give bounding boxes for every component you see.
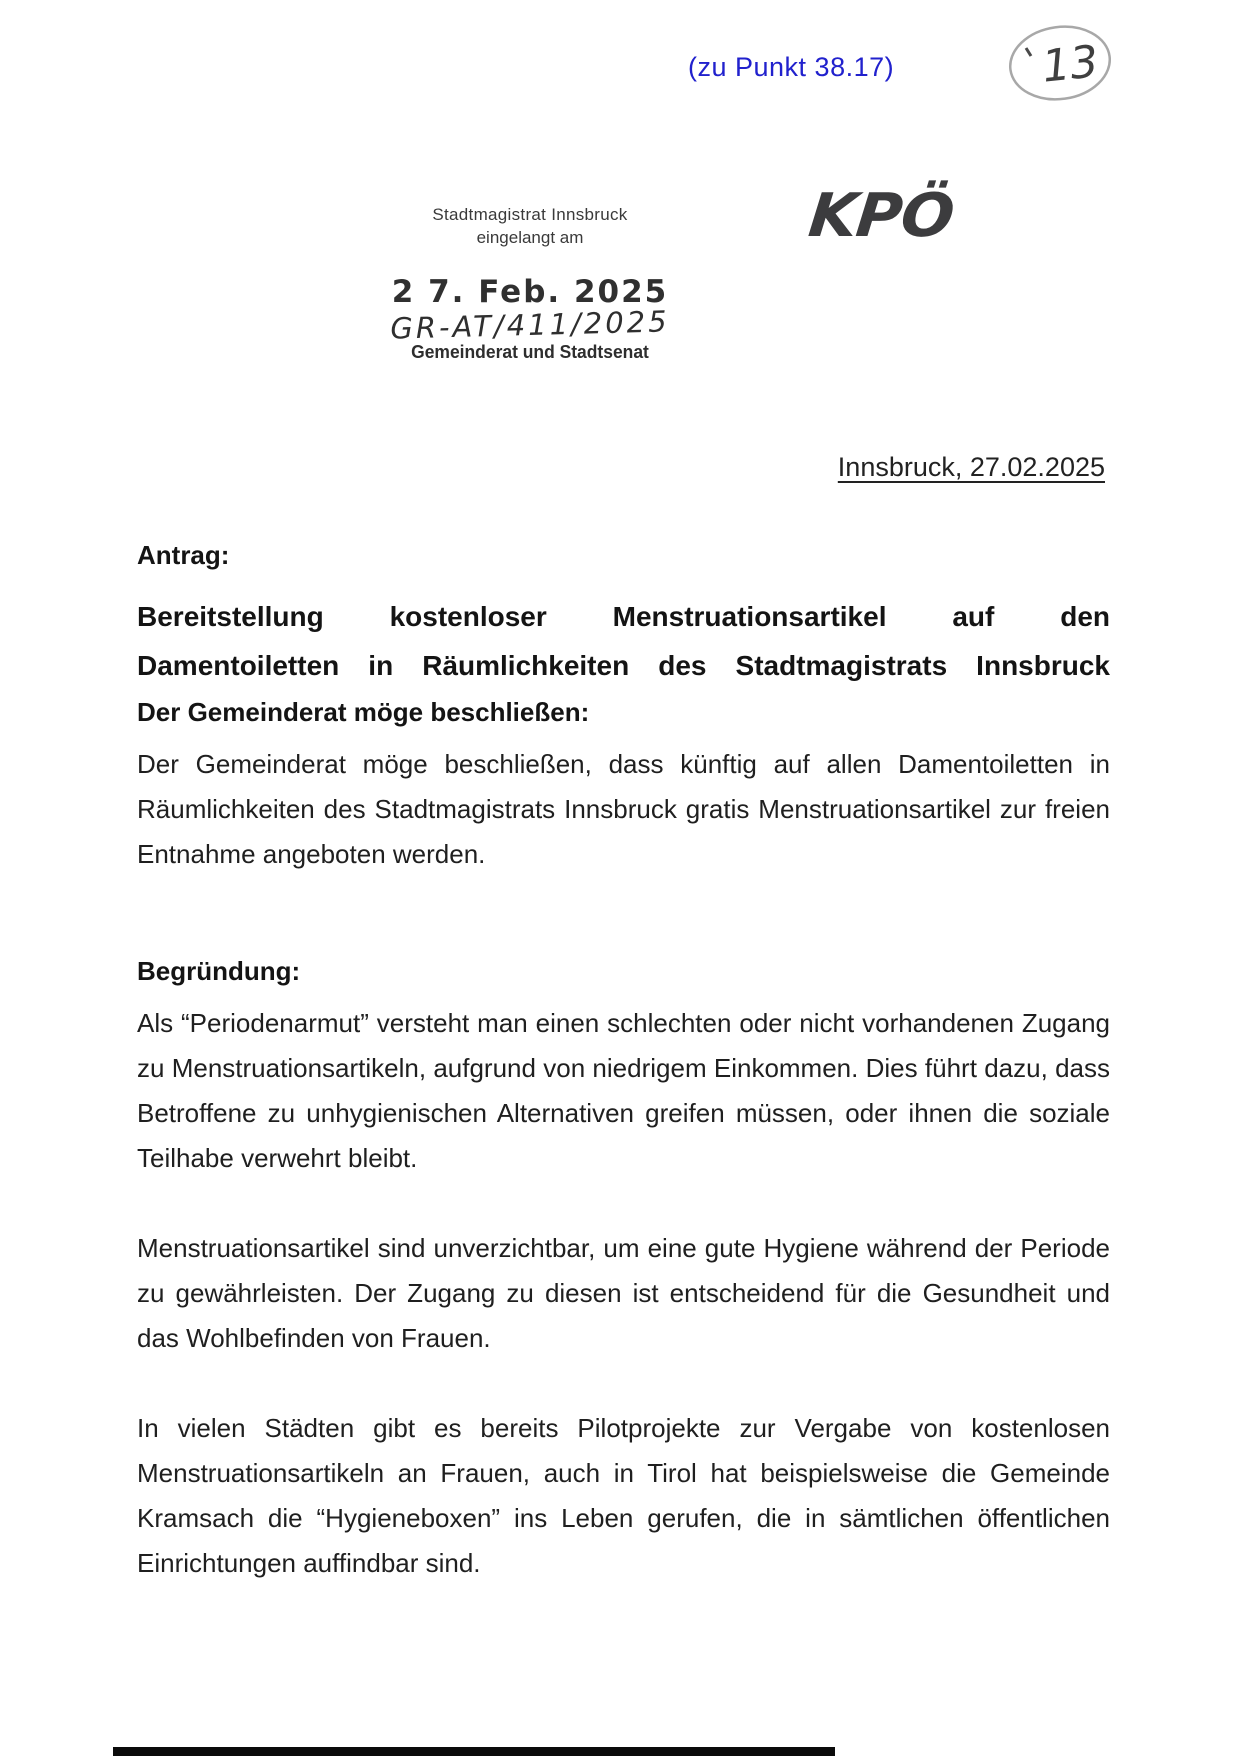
motion-title-line2: Damentoiletten in Räumlichkeiten des Stadtmagistrats Innsbruck bbox=[137, 650, 1110, 681]
stamp-received-label: eingelangt am bbox=[476, 228, 584, 247]
kpoe-logo: KPÖ bbox=[805, 181, 957, 251]
circled-number-graphic bbox=[1000, 18, 1120, 113]
place-date-line: Innsbruck, 27.02.2025 bbox=[837, 452, 1105, 482]
resolution-heading: Der Gemeinderat möge beschließen: bbox=[137, 697, 590, 727]
antrag-label: Antrag: bbox=[137, 540, 230, 570]
motion-title bbox=[137, 592, 1110, 690]
stamp-department: Gemeinderat und Stadtsenat bbox=[411, 342, 649, 362]
stamp-date: 2 7. Feb. 2025 bbox=[391, 274, 669, 310]
scan-artifact-strip bbox=[113, 1747, 835, 1756]
stamp-org: Stadtmagistrat Innsbruck bbox=[432, 205, 628, 224]
begruendung-paragraph-1: Als “Periodenarmut” versteht man einen schlechten oder nicht vorhandenen Zugang zu Menstruationsartikeln, aufgrund von niedrigem Einkommen. Dies führt dazu, dass Betroffene zu unhygienischen Alternativen greifen müssen, oder ihnen die soziale Teilhabe verwehrt bleibt. bbox=[137, 1008, 1110, 1173]
page-number-text: 13 bbox=[1039, 36, 1101, 93]
entry-stamp bbox=[380, 205, 680, 363]
begruendung-paragraph-3: In vielen Städten gibt es bereits Pilotprojekte zur Vergabe von kostenlosen Menstruationsartikeln an Frauen, auch in Tirol hat beispielsweise die Gemeinde Kramsach die “Hygieneboxen” ins Leben gerufen, die in sämtlichen öffentlichen Einrichtungen auffindbar sind. bbox=[137, 1413, 1110, 1578]
begruendung-paragraph-2: Menstruationsartikel sind unverzichtbar, um eine gute Hygiene während der Periode zu gewährleisten. Der Zugang zu diesen ist entscheidend für die Gesundheit und das Wohlbefinden von Frauen. bbox=[137, 1233, 1110, 1353]
motion-title-line1: Bereitstellung kostenloser Menstruationsartikel auf den bbox=[137, 601, 1110, 632]
agenda-reference-note: (zu Punkt 38.17) bbox=[688, 52, 895, 82]
handwritten-page-number bbox=[1000, 18, 1120, 113]
begruendung-heading: Begründung: bbox=[137, 956, 301, 986]
stamp-handwritten-reference: GR-AT/411/2025 bbox=[389, 304, 671, 346]
resolution-paragraph: Der Gemeinderat möge beschließen, dass künftig auf allen Damentoiletten in Räumlichkeiten des Stadtmagistrats Innsbruck gratis Menstruationsartikel zur freien Entnahme angeboten werden. bbox=[137, 749, 1110, 869]
